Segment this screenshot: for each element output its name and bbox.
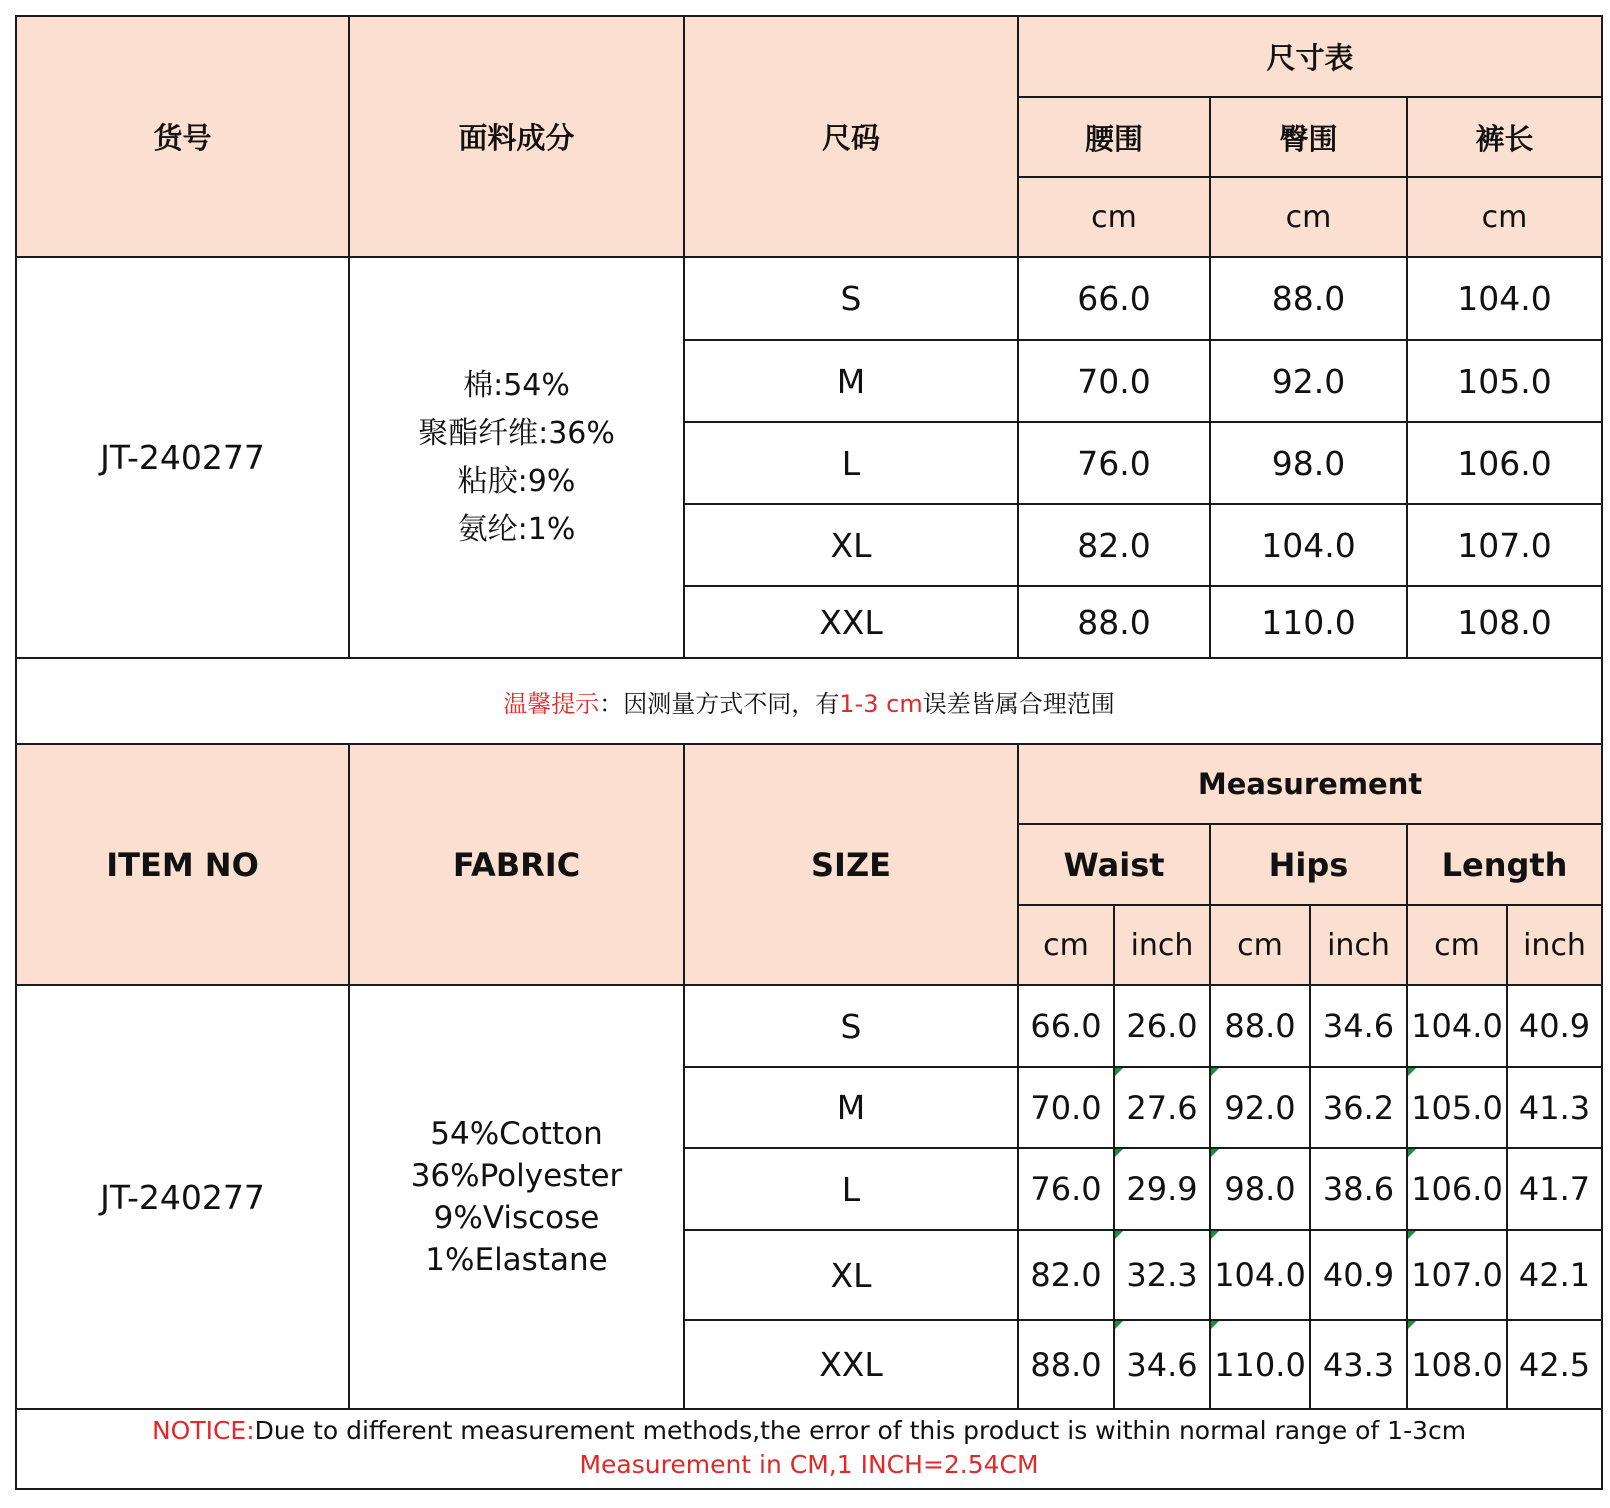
- tip-text-b: 误差皆属合理范围: [922, 689, 1115, 718]
- unit-length-cm: cm: [1407, 905, 1507, 985]
- size-cell: S: [684, 985, 1018, 1067]
- hips-cell: 104.0: [1210, 504, 1407, 586]
- fabric-line: 54%Cotton: [430, 1116, 603, 1152]
- waist-cell: 66.0: [1018, 257, 1210, 340]
- header-waist-en: Waist: [1018, 824, 1210, 905]
- header-size-en: SIZE: [684, 744, 1018, 985]
- length-cm-cell: 104.0: [1407, 985, 1507, 1067]
- size-chart-sheet: [15, 15, 1601, 1490]
- hips-cm-cell: 104.0: [1210, 1230, 1310, 1320]
- waist-cell: 88.0: [1018, 586, 1210, 658]
- conversion-note: Measurement in CM,1 INCH=2.54CM: [579, 1450, 1039, 1479]
- waist-cm-cell: 82.0: [1018, 1230, 1114, 1320]
- header-item-no-en: ITEM NO: [16, 744, 349, 985]
- header-size-chart: 尺寸表: [1018, 16, 1602, 97]
- notice-line: [17, 1414, 1601, 1448]
- notice-text: Due to different measurement methods,the error of this product is within normal range of 1-3cm: [254, 1416, 1467, 1445]
- unit-length-inch: inch: [1507, 905, 1602, 985]
- tip-label: 温馨提示: [503, 689, 600, 718]
- header-fabric-en: FABRIC: [349, 744, 684, 985]
- header-size: 尺码: [684, 16, 1018, 257]
- length-cell: 107.0: [1407, 504, 1602, 586]
- waist-cm-cell: 70.0: [1018, 1067, 1114, 1148]
- notice-note: [16, 1409, 1602, 1489]
- waist-inch-cell: 32.3: [1114, 1230, 1210, 1320]
- size-cell: L: [684, 422, 1018, 504]
- notice-label: NOTICE:: [151, 1416, 255, 1445]
- length-cm-cell: 108.0: [1407, 1320, 1507, 1409]
- fabric-line: 粘胶:9%: [457, 463, 576, 499]
- length-cm-cell: 107.0: [1407, 1230, 1507, 1320]
- hips-cell: 98.0: [1210, 422, 1407, 504]
- tip-note: [16, 658, 1602, 744]
- waist-cm-cell: 76.0: [1018, 1148, 1114, 1230]
- size-cell: M: [684, 340, 1018, 422]
- size-cell: XL: [684, 1230, 1018, 1320]
- unit-hips-cm: cm: [1210, 177, 1407, 257]
- length-inch-cell: 40.9: [1507, 985, 1602, 1067]
- hips-cell: 92.0: [1210, 340, 1407, 422]
- fabric-line: 9%Viscose: [433, 1200, 600, 1236]
- size-table-cn: [15, 15, 1603, 745]
- hips-inch-cell: 43.3: [1310, 1320, 1407, 1409]
- waist-cell: 82.0: [1018, 504, 1210, 586]
- unit-hips-inch: inch: [1310, 905, 1407, 985]
- waist-cell: 70.0: [1018, 340, 1210, 422]
- unit-waist-inch: inch: [1114, 905, 1210, 985]
- waist-inch-cell: 27.6: [1114, 1067, 1210, 1148]
- length-inch-cell: 42.1: [1507, 1230, 1602, 1320]
- hips-cell: 110.0: [1210, 586, 1407, 658]
- tip-colon: ：: [599, 689, 624, 718]
- size-cell: XXL: [684, 586, 1018, 658]
- length-cell: 104.0: [1407, 257, 1602, 340]
- length-cell: 105.0: [1407, 340, 1602, 422]
- waist-inch-cell: 26.0: [1114, 985, 1210, 1067]
- hips-inch-cell: 36.2: [1310, 1067, 1407, 1148]
- unit-hips-cm: cm: [1210, 905, 1310, 985]
- notice-row: [16, 1409, 1602, 1489]
- table-row: [16, 257, 1602, 340]
- hips-inch-cell: 38.6: [1310, 1148, 1407, 1230]
- header-item-no: 货号: [16, 16, 349, 257]
- length-cm-cell: 105.0: [1407, 1067, 1507, 1148]
- header-hips: 臀围: [1210, 97, 1407, 177]
- length-inch-cell: 41.7: [1507, 1148, 1602, 1230]
- hips-cm-cell: 92.0: [1210, 1067, 1310, 1148]
- table-row: [16, 985, 1602, 1067]
- fabric-composition: [349, 257, 684, 658]
- waist-inch-cell: 29.9: [1114, 1148, 1210, 1230]
- tip-range: 1-3 cm: [839, 689, 923, 718]
- size-cell: S: [684, 257, 1018, 340]
- header-hips-en: Hips: [1210, 824, 1407, 905]
- hips-inch-cell: 34.6: [1310, 985, 1407, 1067]
- header-length-en: Length: [1407, 824, 1602, 905]
- length-inch-cell: 41.3: [1507, 1067, 1602, 1148]
- length-cm-cell: 106.0: [1407, 1148, 1507, 1230]
- tip-text-a: 因测量方式不同，有: [623, 689, 840, 718]
- header-waist: 腰围: [1018, 97, 1210, 177]
- unit-waist-cm: cm: [1018, 177, 1210, 257]
- header-measurement: Measurement: [1018, 744, 1602, 824]
- size-table-en: [15, 743, 1603, 1490]
- hips-inch-cell: 40.9: [1310, 1230, 1407, 1320]
- length-cell: 108.0: [1407, 586, 1602, 658]
- size-cell: M: [684, 1067, 1018, 1148]
- fabric-line: 聚酯纤维:36%: [418, 415, 615, 451]
- header-fabric: 面料成分: [349, 16, 684, 257]
- tip-row: [16, 658, 1602, 744]
- header-length: 裤长: [1407, 97, 1602, 177]
- hips-cm-cell: 98.0: [1210, 1148, 1310, 1230]
- length-inch-cell: 42.5: [1507, 1320, 1602, 1409]
- waist-cm-cell: 66.0: [1018, 985, 1114, 1067]
- waist-inch-cell: 34.6: [1114, 1320, 1210, 1409]
- fabric-line: 1%Elastane: [425, 1242, 608, 1278]
- unit-waist-cm: cm: [1018, 905, 1114, 985]
- item-no-value-en: JT-240277: [16, 985, 349, 1409]
- fabric-line: 棉:54%: [463, 367, 570, 403]
- waist-cell: 76.0: [1018, 422, 1210, 504]
- length-cell: 106.0: [1407, 422, 1602, 504]
- fabric-composition-en: [349, 985, 684, 1409]
- item-no-value: JT-240277: [16, 257, 349, 658]
- fabric-line: 36%Polyester: [410, 1158, 623, 1194]
- hips-cm-cell: 88.0: [1210, 985, 1310, 1067]
- size-cell: XXL: [684, 1320, 1018, 1409]
- hips-cm-cell: 110.0: [1210, 1320, 1310, 1409]
- unit-length-cm: cm: [1407, 177, 1602, 257]
- fabric-line: 氨纶:1%: [457, 511, 576, 547]
- size-cell: XL: [684, 504, 1018, 586]
- hips-cell: 88.0: [1210, 257, 1407, 340]
- size-cell: L: [684, 1148, 1018, 1230]
- waist-cm-cell: 88.0: [1018, 1320, 1114, 1409]
